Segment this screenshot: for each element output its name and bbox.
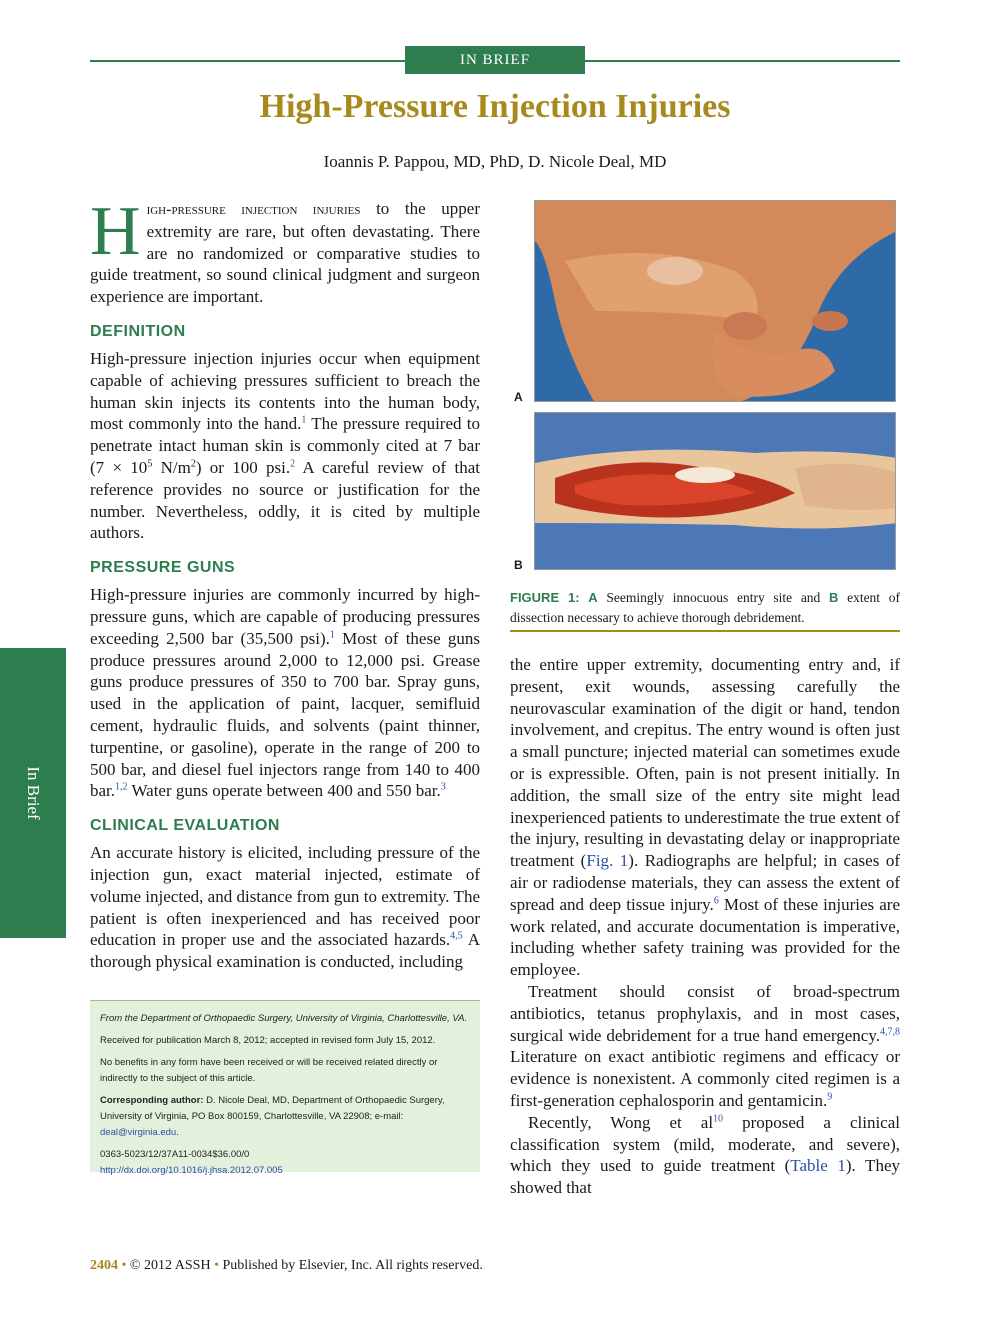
figure-link[interactable]: Fig. 1 [586,851,629,871]
figure-label-b: B [514,558,523,572]
left-column [90,193,481,973]
caption-b: B [829,590,839,605]
pressure-guns-paragraph [90,584,480,802]
article-info-box [90,1000,480,1176]
right-text-1c: Most of these injuries are work related, and accurate documentation is imperative, including whether safety training was provided for the employee. [510,894,901,980]
page-number: 2404 [90,1258,118,1273]
clinical-text-1: An accurate history is elicited, including pressure of the injection gun, exact material injected, estimate of volume injected, and distance from gun to extremity. The patient is often inexperienced and has received poor education in proper use and the associated hazards. [90,843,480,950]
figure-1b-photo [534,412,896,570]
ref-link[interactable]: 6 [713,895,719,907]
ref-link[interactable]: 10 [713,1113,724,1125]
definition-text-5: A careful review of that reference provides no source or justification for the number. Nevertheless, oddly, it is cited by multiple authors. [90,457,480,543]
right-text-2a: Treatment should consist of broad-spectrum antibiotics, tetanus prophylaxis, and in most cases, surgical wide debridement for a true hand emergency. [510,981,900,1045]
footer-copyright: © 2012 ASSH [126,1258,215,1273]
intro-text: to the upper extremity are rare, but often devastating. There are no randomized or comparative studies to guide treatment, so sound clinical judgment and surgeon experience are important. [90,199,481,307]
clinical-text-2: A thorough physical examination is conducted, including [90,930,481,972]
caption-text-a: Seemingly innocuous entry site and [597,590,829,605]
clinical-paragraph [90,842,480,973]
side-tab-label: In Brief [24,766,43,820]
exponent: 2 [190,458,196,470]
footer-publisher: Published by Elsevier, Inc. All rights reserved. [218,1258,483,1273]
definition-paragraph [90,348,480,544]
affiliation: From the Department of Orthopaedic Surgery, University of Virginia, Charlottesville, VA. [100,1013,468,1024]
table-link[interactable]: Table 1 [790,1156,846,1176]
figure-label-a: A [514,390,523,404]
definition-text-3: N/m [152,457,191,477]
heading-clinical-evaluation: CLINICAL EVALUATION [90,817,280,835]
corresponding-author [100,1093,470,1141]
section-badge: IN BRIEF [405,46,585,74]
ref-link[interactable]: 1 [329,629,335,641]
caption-text-b: extent of dissection necessary to achieve thorough debridement. [510,590,900,625]
caption-rule [510,630,900,632]
corr-label: Corresponding author: [100,1095,204,1106]
intro-paragraph [90,193,481,308]
right-text-3c: ). They showed that [510,1156,900,1198]
ref-link[interactable]: 3 [440,781,446,793]
exponent: 5 [147,458,153,470]
hand-photo-illustration [535,201,896,402]
definition-text-4: ) or 100 psi. [195,457,291,477]
ref-link[interactable]: 4,5 [450,930,463,942]
ref-link[interactable]: 9 [827,1091,833,1103]
ref-link[interactable]: 1,2 [115,781,128,793]
right-text-2b: Literature on exact antibiotic regimens and efficacy or evidence is nonexistent. A commonly cited regimen is a first-generation cephalosporin and gentamicin. [510,1047,900,1110]
benefits-statement: No benefits in any form have been received or will be received related directly or indirectly to the subject of this article. [100,1057,438,1084]
right-text-3b: proposed a clinical classification system (mild, moderate, and severe), which they used to guide treatment ( [510,1112,900,1176]
figure-1a-photo [534,200,896,402]
dissection-photo-illustration [535,413,896,570]
page-footer [90,1258,483,1274]
figure-caption [510,588,900,628]
heading-definition: DEFINITION [90,322,186,340]
caption-head: FIGURE 1: [510,590,580,605]
right-text-1a: the entire upper extremity, documenting entry and, if present, exit wounds, assessing carefully the neurovascular examination of the digit or hand, tendon involvement, and crepitus. The entry wound is often just a small puncture; injected material can sometimes exude or is expressible. Often, pain is not present initially. In addition, the small size of the entry site might lead inexperienced patients to underestimate the true extent of the injury, resulting in devastating delay or inappropriate treatment ( [510,655,900,871]
ref-link[interactable]: 2 [290,458,296,470]
definition-text-2: The pressure required to penetrate intact human skin is commonly cited at 7 bar (7 × 10 [90,414,480,477]
email-link[interactable]: deal@virginia.edu [100,1127,177,1138]
footer-bullet: • [214,1258,219,1273]
doi-link[interactable]: http://dx.doi.org/10.1016/j.jhsa.2012.07.005 [100,1165,283,1176]
definition-text-1: High-pressure injection injuries occur when equipment capable of achieving pressures sufficient to breach the human skin injects its contents into the human body, most commonly into the hand. [90,348,480,434]
caption-a: A [588,590,598,605]
side-tab [0,648,66,938]
article-authors: Ioannis P. Pappou, MD, PhD, D. Nicole Deal, MD [323,152,667,171]
corr-end: . [176,1127,179,1138]
right-paragraph-3 [510,1112,900,1199]
ref-link[interactable]: 4,7,8 [880,1025,900,1037]
right-column [510,654,900,1199]
ref-link[interactable]: 1 [301,414,307,426]
issn: 0363-5023/12/37A11-0034$36.00/0 [100,1149,250,1160]
right-text-3a: Recently, Wong et al [528,1112,714,1132]
pressure-text-1: High-pressure injuries are commonly incurred by high-pressure guns, which are capable of producing pressures exceeding 2,500 bar (35,500 psi). [90,585,480,648]
right-paragraph-2 [510,981,900,1112]
pressure-text-3: Water guns operate between 400 and 550 bar. [127,781,441,801]
dropcap: H [90,193,141,270]
pressure-text-2: Most of these guns produce pressures around 2,000 to 12,000 psi. Grease guns produce pressures of 350 to 700 bar. Spray guns, used in the application of paint, lacquer, semifluid cement, hydraulic fluids, and solvents (paint thinner, turpentine, or gasoline), operate in the range of 200 to 500 bar, and diesel fuel injectors range from 140 to 400 bar. [90,628,480,801]
received-dates: Received for publication March 8, 2012; accepted in revised form July 15, 2012. [100,1035,436,1046]
right-paragraph-1 [510,654,900,981]
article-title: High-Pressure Injection Injuries [259,88,731,125]
footer-bullet: • [121,1258,127,1273]
intro-smallcaps: igh-pressure injection injuries [146,201,361,218]
heading-pressure-guns: PRESSURE GUNS [90,559,236,577]
right-text-1b: ). Radiographs are helpful; in cases of air or radiodense materials, they can assess the extent of spread and deep tissue injury. [510,851,900,914]
corr-text: D. Nicole Deal, MD, Department of Orthopaedic Surgery, University of Virginia, PO Box 800159, Charlottesville, VA 22908; e-mail: [100,1095,445,1122]
